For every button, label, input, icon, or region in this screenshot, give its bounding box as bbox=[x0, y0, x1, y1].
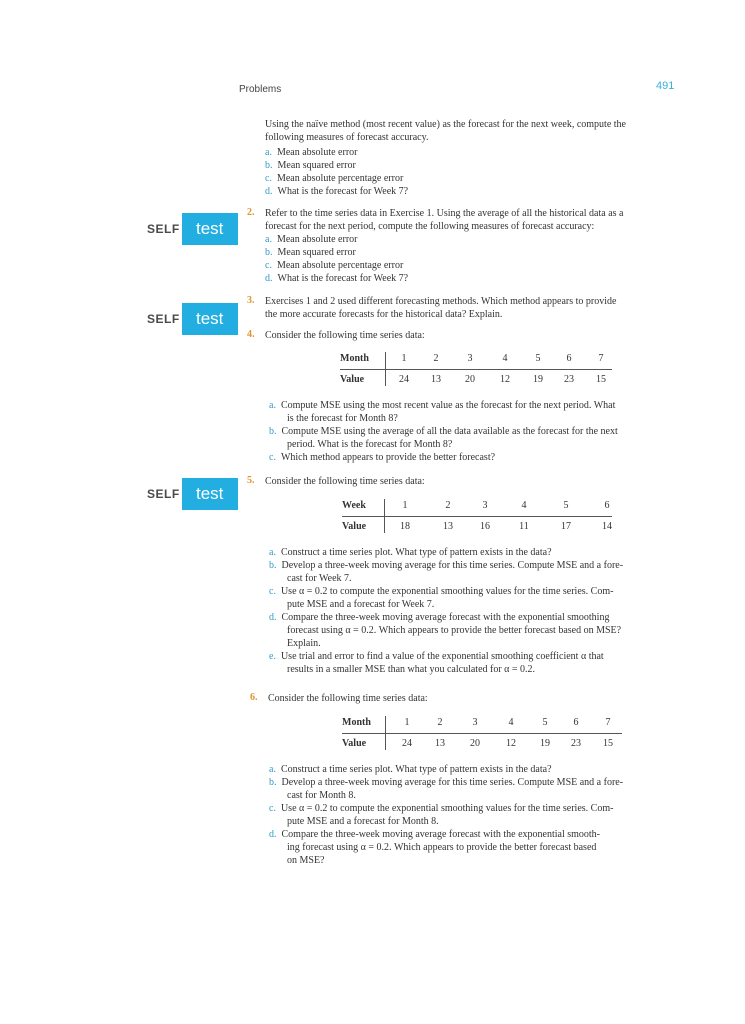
table-cell: 6 bbox=[604, 500, 610, 511]
table-cell: 4 bbox=[508, 717, 514, 728]
list-item: a. Mean absolute error bbox=[265, 147, 358, 158]
table-row-label: Value bbox=[340, 374, 365, 385]
table-cell: 3 bbox=[467, 353, 473, 364]
table-row-label: Week bbox=[342, 500, 366, 511]
intro-items bbox=[265, 146, 408, 198]
table-cell: 12 bbox=[506, 738, 516, 749]
table-cell: 20 bbox=[470, 738, 480, 749]
table-divider bbox=[342, 516, 612, 517]
problem-6-intro: Consider the following time series data: bbox=[268, 693, 428, 704]
problem-5-intro: Consider the following time series data: bbox=[265, 476, 425, 487]
table-cell: 3 bbox=[482, 500, 488, 511]
table-cell: 24 bbox=[402, 738, 412, 749]
list-item: a. Construct a time series plot. What type of pattern exists in the data? bbox=[269, 547, 552, 558]
table-divider bbox=[340, 369, 612, 370]
table-cell: 14 bbox=[602, 521, 612, 532]
list-item: b. Develop a three-week moving average for this time series. Compute MSE and a fore- bbox=[269, 777, 624, 788]
problem-number: 6. bbox=[250, 692, 258, 703]
table-cell: 2 bbox=[437, 717, 443, 728]
list-item: b. Mean squared error bbox=[265, 247, 356, 258]
list-item-continuation: ing forecast using α = 0.2. Which appears to provide the better forecast based bbox=[287, 842, 597, 853]
problem-2-line-2: forecast for the next period, compute the following measures of forecast accuracy: bbox=[265, 221, 595, 232]
list-item: b. Compute MSE using the average of all the data available as the forecast for the next bbox=[269, 426, 618, 437]
list-item: a. Mean absolute error bbox=[265, 234, 358, 245]
self-test-badge: SELF test bbox=[147, 478, 238, 510]
list-item-continuation: pute MSE and a forecast for Month 8. bbox=[287, 816, 439, 827]
list-item-continuation: forecast using α = 0.2. Which appears to provide the better forecast based on MSE? bbox=[287, 625, 622, 636]
intro-text bbox=[265, 118, 626, 144]
intro-line-1: Using the naïve method (most recent value) as the forecast for the next week, compute the bbox=[265, 119, 626, 130]
table-cell: 17 bbox=[561, 521, 571, 532]
table-cell: 6 bbox=[573, 717, 579, 728]
list-item: c. Mean absolute percentage error bbox=[265, 260, 404, 271]
table-cell: 23 bbox=[571, 738, 581, 749]
table-cell: 18 bbox=[400, 521, 410, 532]
list-item-continuation: is the forecast for Month 8? bbox=[287, 413, 398, 424]
list-item: e. Use trial and error to find a value of the exponential smoothing coefficient α that bbox=[269, 651, 604, 662]
data-table bbox=[342, 497, 612, 537]
self-test-badge: SELF test bbox=[147, 303, 238, 335]
table-divider bbox=[342, 733, 622, 734]
table-cell: 12 bbox=[500, 374, 510, 385]
list-item: a. Construct a time series plot. What type of pattern exists in the data? bbox=[269, 764, 552, 775]
list-item: d. Compare the three-week moving average forecast with the exponential smooth- bbox=[269, 829, 600, 840]
table-cell: 13 bbox=[431, 374, 441, 385]
problem-4-intro: Consider the following time series data: bbox=[265, 330, 425, 341]
table-cell: 19 bbox=[540, 738, 550, 749]
list-item: d. Compare the three-week moving average forecast with the exponential smoothing bbox=[269, 612, 610, 623]
table-cell: 5 bbox=[535, 353, 541, 364]
table-cell: 4 bbox=[502, 353, 508, 364]
list-item: a. Compute MSE using the most recent value as the forecast for the next period. What bbox=[269, 400, 616, 411]
list-item-continuation: cast for Week 7. bbox=[287, 573, 352, 584]
problem-number: 4. bbox=[247, 329, 255, 340]
list-item-continuation: period. What is the forecast for Month 8? bbox=[287, 439, 453, 450]
table-row-label: Month bbox=[340, 353, 369, 364]
list-item-continuation: on MSE? bbox=[287, 855, 325, 866]
list-item: c. Which method appears to provide the better forecast? bbox=[269, 452, 496, 463]
table-cell: 6 bbox=[566, 353, 572, 364]
table-cell: 1 bbox=[404, 717, 410, 728]
data-table bbox=[340, 350, 612, 390]
table-cell: 2 bbox=[445, 500, 451, 511]
list-item: c. Mean absolute percentage error bbox=[265, 173, 404, 184]
problem-4-items bbox=[269, 399, 714, 464]
table-cell: 20 bbox=[465, 374, 475, 385]
list-item: c. Use α = 0.2 to compute the exponential smoothing values for the time series. Com- bbox=[269, 803, 614, 814]
list-item: b. Develop a three-week moving average for this time series. Compute MSE and a fore- bbox=[269, 560, 624, 571]
self-test-badge: SELF test bbox=[147, 213, 238, 245]
table-cell: 15 bbox=[603, 738, 613, 749]
table-cell: 4 bbox=[521, 500, 527, 511]
table-cell: 13 bbox=[435, 738, 445, 749]
section-title: Problems bbox=[239, 84, 282, 95]
table-row-label: Value bbox=[342, 738, 367, 749]
table-cell: 16 bbox=[480, 521, 490, 532]
table-cell: 1 bbox=[401, 353, 407, 364]
list-item-continuation: pute MSE and a forecast for Week 7. bbox=[287, 599, 435, 610]
table-cell: 7 bbox=[605, 717, 611, 728]
table-cell: 11 bbox=[519, 521, 529, 532]
table-cell: 23 bbox=[564, 374, 574, 385]
problem-3-text bbox=[265, 295, 616, 321]
list-item-continuation: Explain. bbox=[287, 638, 321, 649]
problem-number: 5. bbox=[247, 475, 255, 486]
table-row-label: Month bbox=[342, 717, 371, 728]
table-cell: 15 bbox=[596, 374, 606, 385]
list-item: b. Mean squared error bbox=[265, 160, 356, 171]
table-cell: 5 bbox=[542, 717, 548, 728]
problem-2-text bbox=[265, 207, 623, 285]
problem-number: 2. bbox=[247, 207, 255, 218]
page-number: 491 bbox=[656, 80, 675, 92]
table-cell: 1 bbox=[402, 500, 408, 511]
problem-3-line-1: Exercises 1 and 2 used different forecasting methods. Which method appears to provide bbox=[265, 296, 617, 307]
table-cell: 7 bbox=[598, 353, 604, 364]
data-table bbox=[342, 714, 622, 754]
table-row-label: Value bbox=[342, 521, 367, 532]
intro-line-2: following measures of forecast accuracy. bbox=[265, 132, 429, 143]
problem-3-line-2: the more accurate forecasts for the historical data? Explain. bbox=[265, 309, 503, 320]
table-cell: 3 bbox=[472, 717, 478, 728]
list-item: d. What is the forecast for Week 7? bbox=[265, 186, 409, 197]
table-cell: 24 bbox=[399, 374, 409, 385]
table-cell: 13 bbox=[443, 521, 453, 532]
problem-number: 3. bbox=[247, 295, 255, 306]
table-cell: 2 bbox=[433, 353, 439, 364]
problem-6-items bbox=[269, 763, 714, 867]
list-item: d. What is the forecast for Week 7? bbox=[265, 273, 409, 284]
list-item: c. Use α = 0.2 to compute the exponential smoothing values for the time series. Com- bbox=[269, 586, 614, 597]
list-item-continuation: results in a smaller MSE than what you calculated for α = 0.2. bbox=[287, 664, 536, 675]
table-cell: 19 bbox=[533, 374, 543, 385]
list-item-continuation: cast for Month 8. bbox=[287, 790, 356, 801]
problem-5-items bbox=[269, 546, 714, 676]
problem-2-line-1: Refer to the time series data in Exercise 1. Using the average of all the historical data as a bbox=[265, 208, 624, 219]
table-cell: 5 bbox=[563, 500, 569, 511]
